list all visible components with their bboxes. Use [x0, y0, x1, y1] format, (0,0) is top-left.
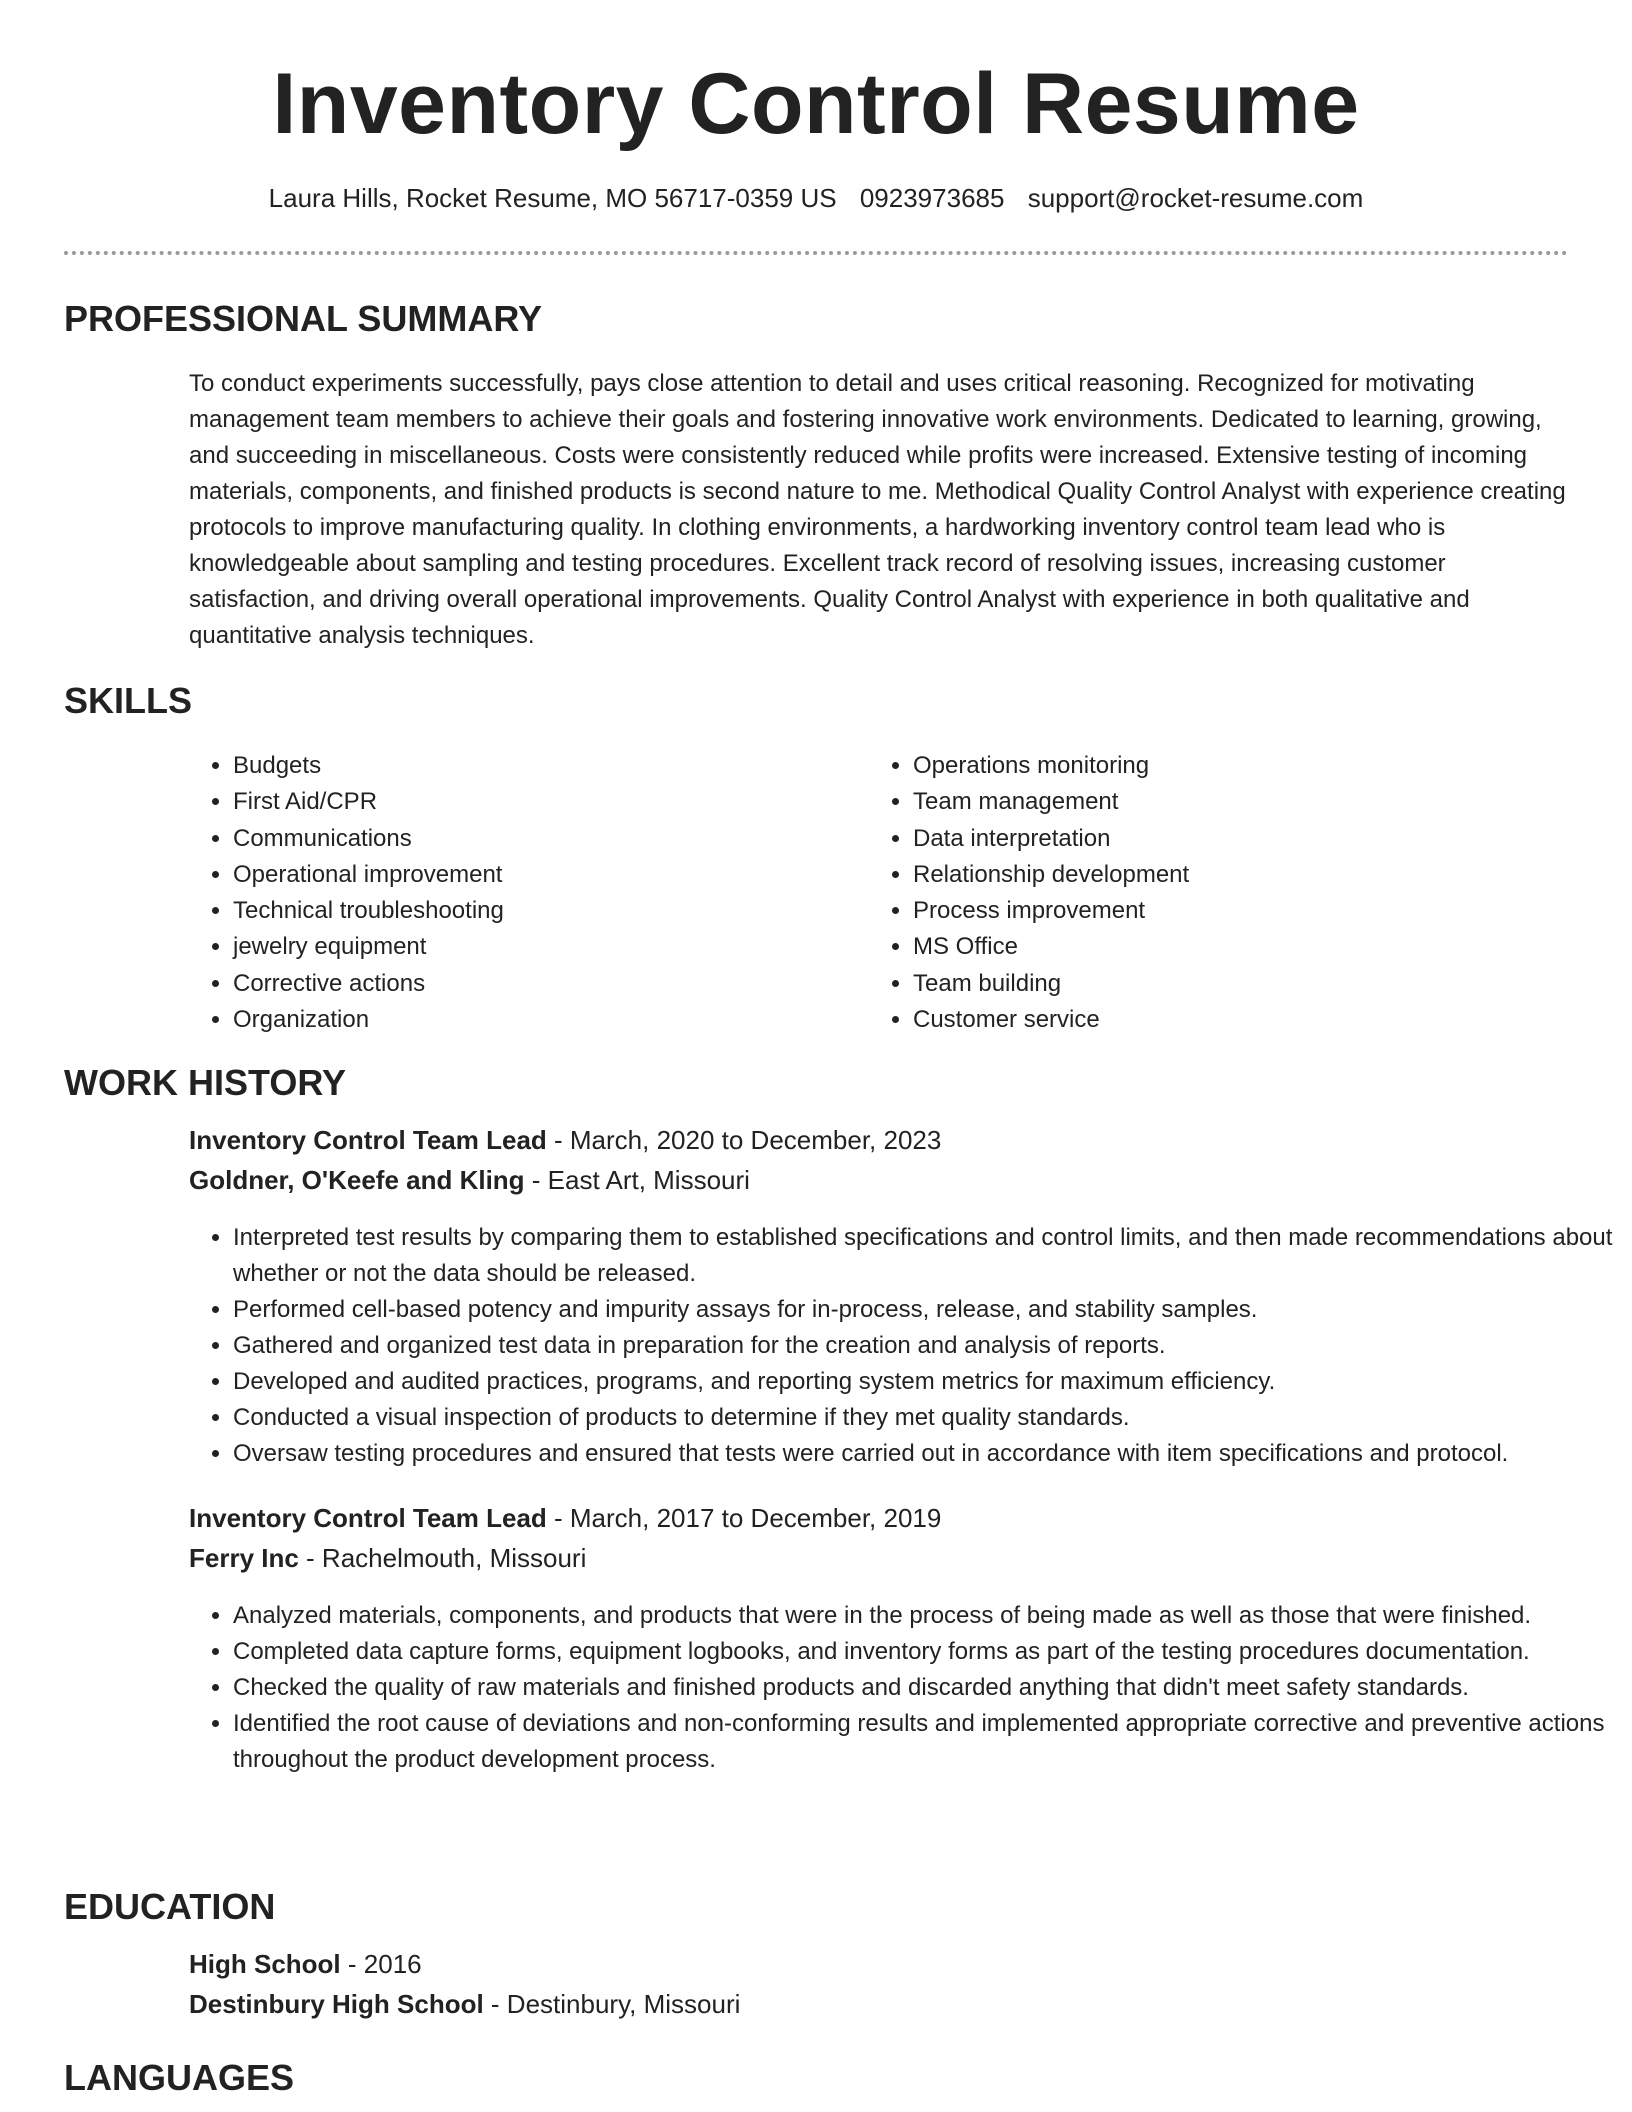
skills-heading: SKILLS: [64, 680, 193, 721]
job-bullet: • Gathered and organized test data in preparation for the creation and analysis of reports.: [233, 1328, 1618, 1364]
education-school-line: [189, 1986, 740, 2022]
job-bullet: • Oversaw testing procedures and ensured that tests were carried out in accordance with item specifications and protocol.: [233, 1436, 1618, 1472]
skill-item: • Communications: [233, 821, 869, 857]
education-location: - Destinbury, Missouri: [483, 1989, 741, 2019]
skill-item: • Operational improvement: [233, 857, 869, 893]
job-company: Goldner, O'Keefe and Kling: [189, 1165, 525, 1195]
skills-column-right: [869, 748, 1549, 1038]
job-bullet: • Conducted a visual inspection of products to determine if they met quality standards.: [233, 1400, 1618, 1436]
job-title: Inventory Control Team Lead: [189, 1503, 547, 1533]
education-degree: High School: [189, 1949, 341, 1979]
skill-item: • Corrective actions: [233, 966, 869, 1002]
skill-item: • Operations monitoring: [913, 748, 1549, 784]
job-company: Ferry Inc: [189, 1543, 299, 1573]
skill-item: • Organization: [233, 1002, 869, 1038]
job-location: - East Art, Missouri: [524, 1165, 750, 1195]
job-bullet: • Performed cell-based potency and impurity assays for in-process, release, and stability samples.: [233, 1292, 1618, 1328]
skill-item: • jewelry equipment: [233, 929, 869, 965]
job-bullet: • Checked the quality of raw materials and finished products and discarded anything that didn't meet safety standards.: [233, 1670, 1618, 1706]
job-title: Inventory Control Team Lead: [189, 1125, 547, 1155]
skill-item: • Process improvement: [913, 893, 1549, 929]
skills-column-left: [189, 748, 869, 1038]
skill-item: • Customer service: [913, 1002, 1549, 1038]
skill-item: • First Aid/CPR: [233, 784, 869, 820]
summary-text: To conduct experiments successfully, pays close attention to detail and uses critical reasoning. Recognized for motivating management team members to achieve their goals and fostering innovative work environments. Dedicated to learning, growing, and succeeding in miscellaneous. Costs were consistently reduced while profits were increased. Extensive testing of incoming materials, components, and finished products is second nature to me. Methodical Quality Control Analyst with experience creating protocols to improve manufacturing quality. In clothing environments, a hardworking inventory control team lead who is knowledgeable about sampling and testing procedures. Excellent track record of resolving issues, increasing customer satisfaction, and driving overall operational improvements. Quality Control Analyst with experience in both qualitative and quantitative analysis techniques.: [189, 370, 1566, 649]
resume-title: Inventory Control Resume: [272, 56, 1360, 152]
job-dates: - March, 2017 to December, 2019: [546, 1503, 942, 1533]
header-divider: [64, 251, 1568, 255]
skills-list: [189, 748, 1574, 1038]
contact-line: [0, 180, 1632, 216]
skill-item: • Budgets: [233, 748, 869, 784]
languages-heading: LANGUAGES: [64, 2057, 295, 2098]
contact-email: support@rocket-resume.com: [1027, 183, 1364, 213]
job-bullet: • Completed data capture forms, equipment logbooks, and inventory forms as part of the testing procedures documentation.: [233, 1634, 1618, 1670]
job-2-bullets: [189, 1598, 1618, 1778]
skill-item: • Team building: [913, 966, 1549, 1002]
education-year: - 2016: [340, 1949, 422, 1979]
job-1-title-line: [189, 1122, 941, 1158]
contact-phone: 0923973685: [859, 183, 1005, 213]
job-2-title-line: [189, 1500, 941, 1536]
education-heading: EDUCATION: [64, 1886, 276, 1927]
summary-heading: PROFESSIONAL SUMMARY: [64, 298, 543, 339]
skill-item: • Technical troubleshooting: [233, 893, 869, 929]
education-school: Destinbury High School: [189, 1989, 484, 2019]
job-bullet: • Identified the root cause of deviations and non-conforming results and implemented appropriate corrective and preventive actions throughout the product development process.: [233, 1706, 1618, 1778]
skill-item: • MS Office: [913, 929, 1549, 965]
job-bullet: • Developed and audited practices, programs, and reporting system metrics for maximum efficiency.: [233, 1364, 1618, 1400]
skill-item: • Data interpretation: [913, 821, 1549, 857]
job-location: - Rachelmouth, Missouri: [298, 1543, 587, 1573]
job-1-bullets: [189, 1220, 1618, 1472]
job-1-company-line: [189, 1162, 750, 1198]
job-dates: - March, 2020 to December, 2023: [546, 1125, 942, 1155]
work-history-heading: WORK HISTORY: [64, 1062, 347, 1103]
skill-item: • Team management: [913, 784, 1549, 820]
job-bullet: • Interpreted test results by comparing them to established specifications and control limits, and then made recommendations about whether or not the data should be released.: [233, 1220, 1618, 1292]
education-degree-line: [189, 1946, 422, 1982]
job-bullet: • Analyzed materials, components, and products that were in the process of being made as well as those that were finished.: [233, 1598, 1618, 1634]
skill-item: • Relationship development: [913, 857, 1549, 893]
job-2-company-line: [189, 1540, 586, 1576]
contact-address: Laura Hills, Rocket Resume, MO 56717-0359 US: [268, 183, 837, 213]
